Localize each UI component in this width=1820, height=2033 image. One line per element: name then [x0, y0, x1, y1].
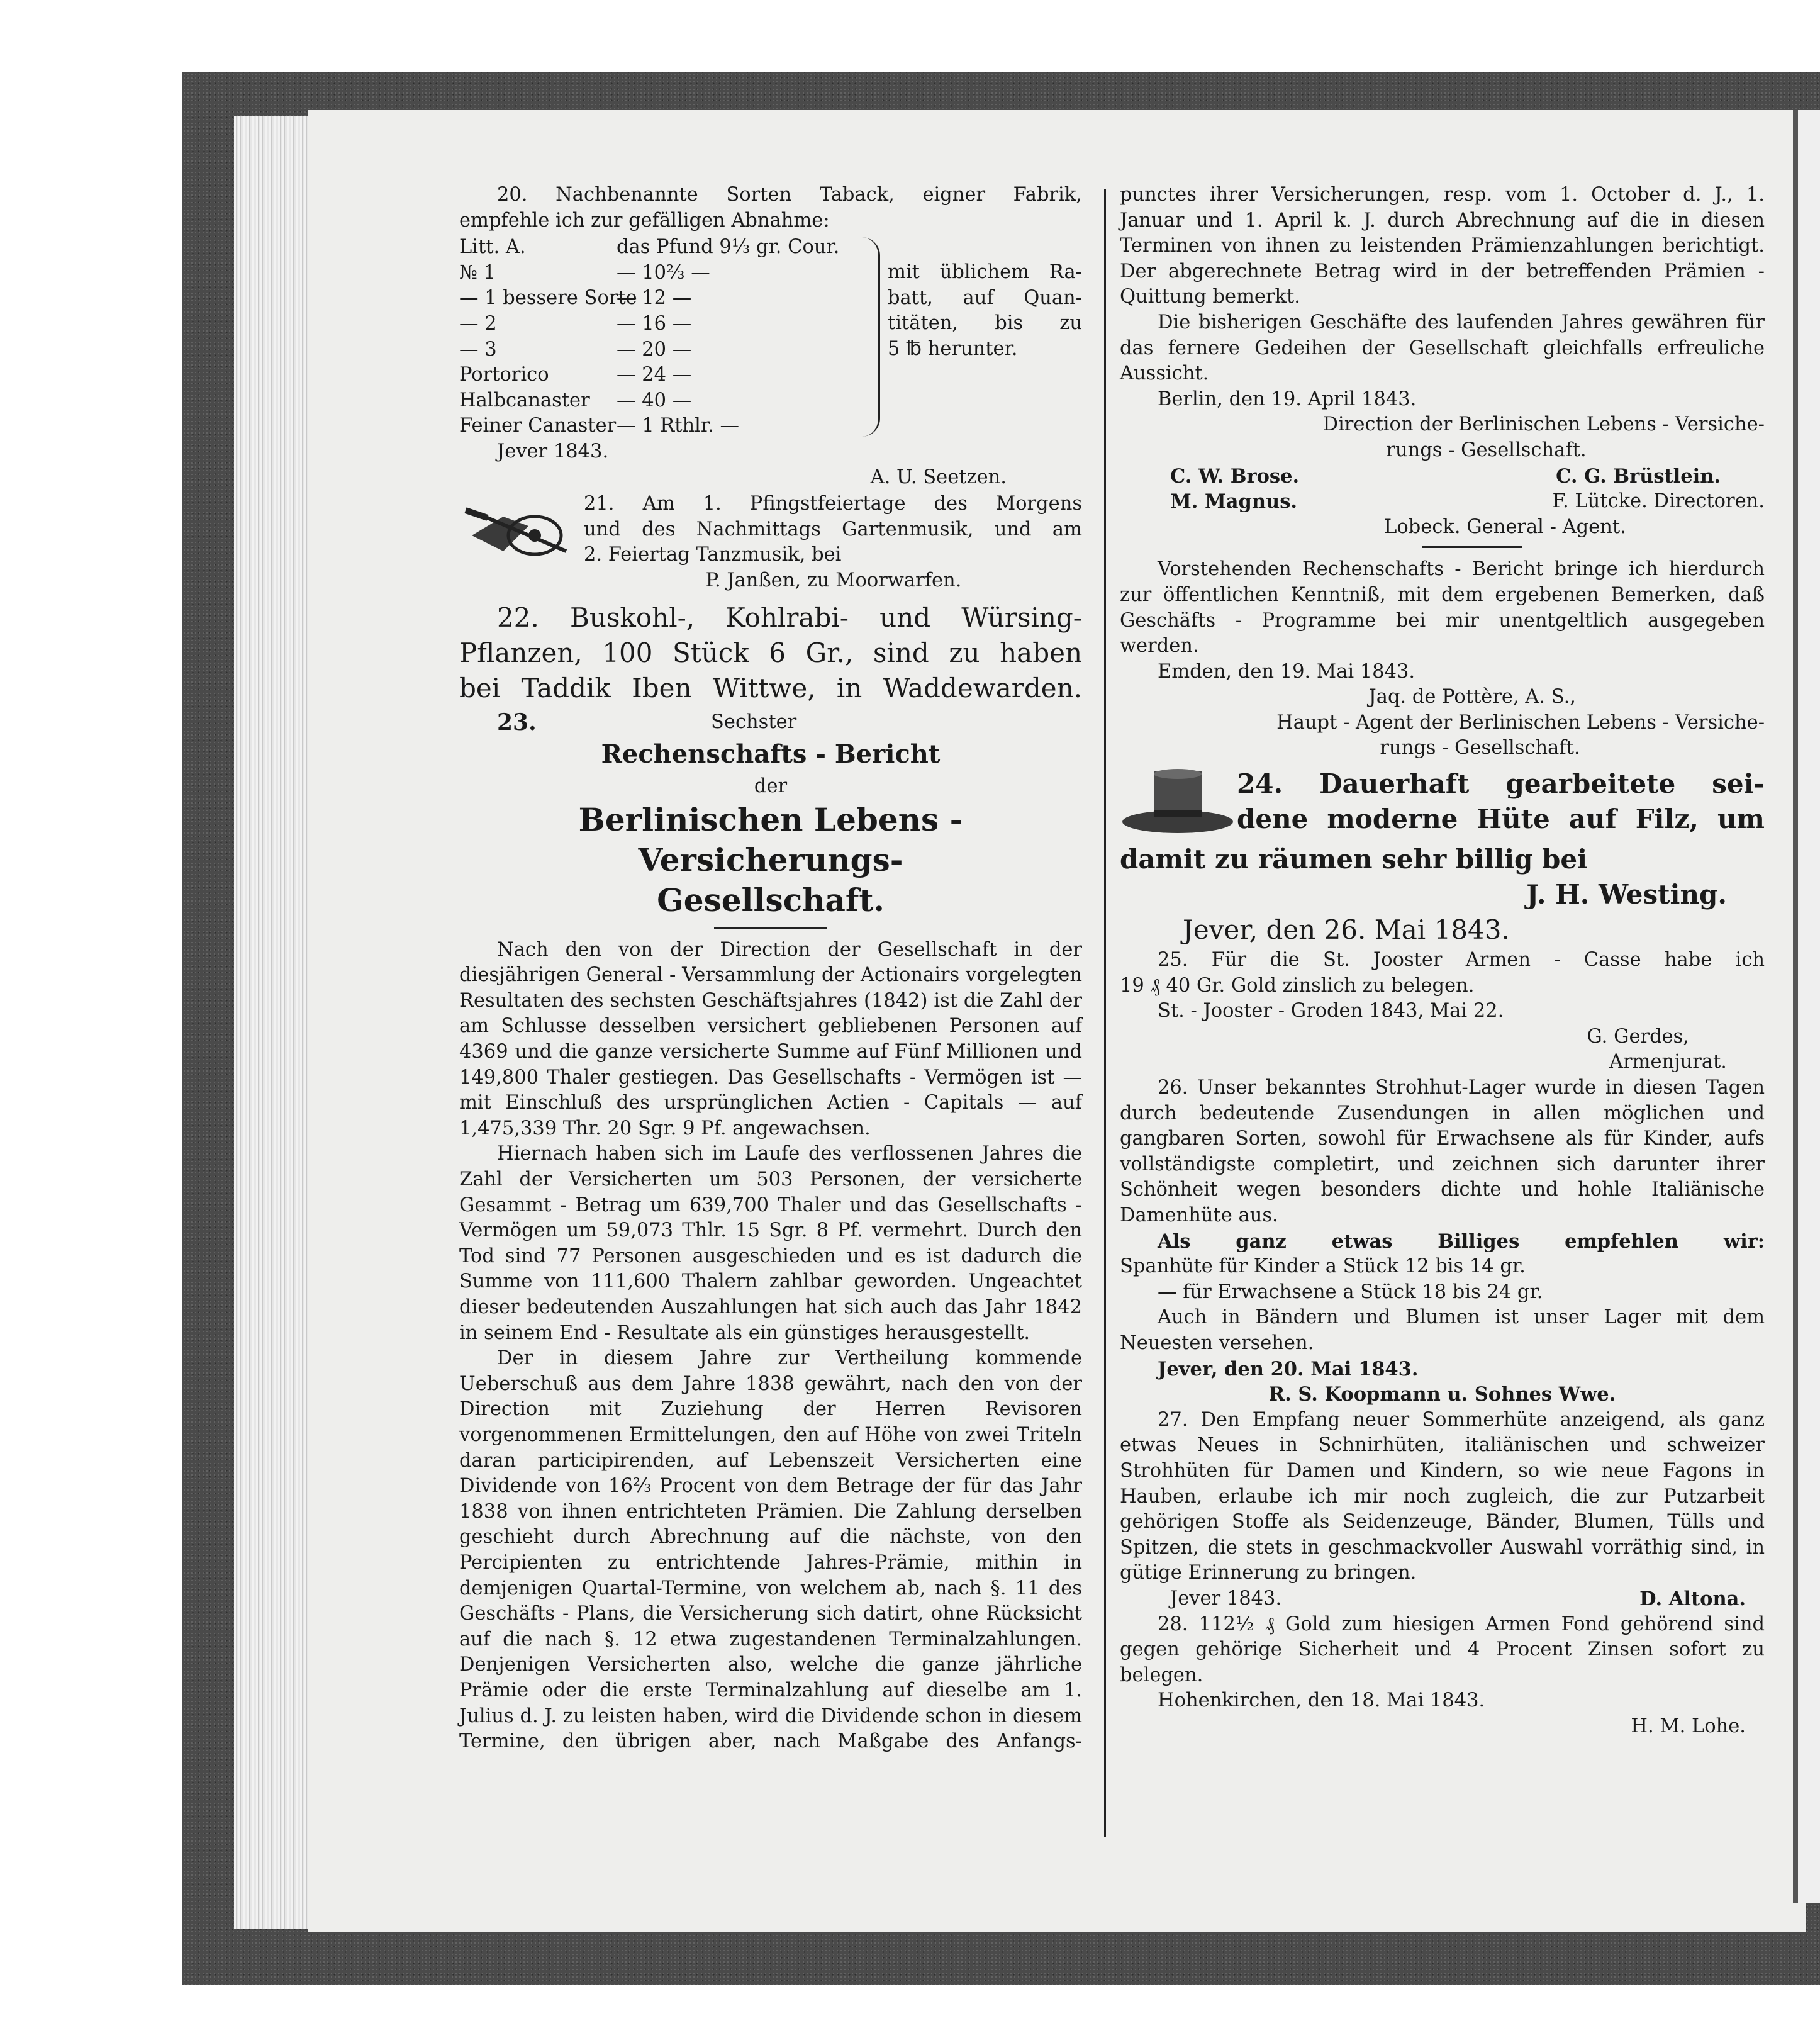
note-line: 5 ℔ herunter. — [888, 337, 1018, 360]
row-sort: — 1 bessere Sorte — [459, 287, 637, 310]
tobacco-row — [459, 362, 862, 388]
ad-20 — [459, 182, 1082, 490]
ad28-place: Hohenkirchen, den 18. Mai 1843. — [1158, 1689, 1485, 1712]
ad26-place: Jever, den 20. Mai 1843. — [1158, 1357, 1419, 1381]
ad25-place: St. - Jooster - Groden 1843, Mai 22. — [1158, 1000, 1504, 1022]
ad27-place: Jever 1843. — [1170, 1587, 1282, 1610]
name: C. G. Brüstlein. — [1556, 464, 1721, 488]
ad-28 — [1120, 1612, 1765, 1740]
ad-27 — [1120, 1408, 1765, 1612]
row-sort: № 1 — [459, 261, 496, 284]
ad-24 — [1120, 766, 1765, 948]
ad22-line3: bei Taddik Iben Wittwe, in Waddewarden. — [459, 672, 1082, 703]
ad25-line2: 19 ₰ 40 Gr. Gold zinslich zu belegen. — [1120, 974, 1475, 997]
ad24-line3: damit zu räumen sehr billig bei — [1120, 844, 1588, 875]
page-edges — [234, 116, 310, 1929]
ad20-signature: A. U. Seetzen. — [870, 466, 1007, 488]
row-price: — 24 — — [617, 364, 692, 386]
ad23-title3: Gesellschaft. — [657, 881, 885, 919]
ad24-line2: dene moderne Hüte auf Filz, um — [1237, 804, 1765, 835]
ad20-place: Jever 1843. — [497, 440, 609, 462]
ad21-line1: 21. Am 1. Pfingstfeiertage des Morgens — [584, 493, 1082, 515]
ad26-p1: 26. Unser bekanntes Strohhut-Lager wurde in diesen Tagen durch bedeutende Zusendungen in allen möglichen und gangbaren Sorten, sowohl für Erwachsene als für Kinder, aufs vollständigste completirt, und zeichnen sich darunter ihrer Schönheit wegen besonders dichte und hohle Italiänische Damenhüte aus. — [1120, 1077, 1765, 1226]
ad21-text — [584, 491, 1082, 568]
report-continuation: punctes ihrer Versicherungen, resp. vom 1. October d. J., 1. Januar und 1. April k. J. durch Abrechnung auf die in diesen Terminen von ihnen zu leistenden Prämienzahlungen berichtigt. Der abgerechnete Betrag wird in der betreffenden Prämien - Quittung bemerkt. — [1120, 184, 1765, 308]
tobacco-row — [459, 235, 862, 260]
name: M. Magnus. — [1170, 490, 1297, 513]
ad23-number: 23. — [497, 708, 537, 736]
ad21-signature: P. Janßen, zu Moorwarfen. — [705, 569, 962, 591]
row-price: — 1 Rthlr. — — [617, 415, 740, 437]
row-sort: Feiner Canaster — [459, 415, 617, 437]
ad-25 — [1120, 948, 1765, 1075]
ad-22 — [459, 600, 1082, 706]
tobacco-row — [459, 388, 862, 414]
ad22-line2: Pflanzen, 100 Stück 6 Gr., sind zu haben — [459, 637, 1082, 668]
ad26-p3: Auch in Bändern und Blumen ist unser Lager mit dem Neuesten versehen. — [1120, 1306, 1765, 1354]
divider-rule — [714, 927, 827, 929]
row-sort: Litt. A. — [459, 236, 526, 259]
ad28-p1: 28. 112½ ₰ Gold zum hiesigen Armen Fond gehörend sind gegen gehörige Sicherheit und 4 Procent Zinsen sofort zu belegen. — [1120, 1613, 1765, 1686]
emden-date: Emden, den 19. Mai 1843. — [1158, 660, 1415, 683]
ad24-body — [1120, 766, 1765, 842]
names-row2 — [1120, 489, 1765, 515]
right-column — [1120, 182, 1765, 1739]
row-price: — 10⅔ — — [617, 261, 710, 284]
note-line: mit üblichem Ra- — [888, 261, 1082, 284]
ad23-p3: Der in diesem Jahre zur Vertheilung kommende Ueberschuß aus dem Jahre 1838 gewährt, nach den von der Direction mit Zuziehung der Herren Revisoren vorgenommenen Ermittelungen, den auf Höhe von zwei Triteln daran participirenden, auf Lebenszeit Versicherten eine Dividende von 16⅔ Procent von dem Betrage der für das Jahr 1838 von ihnen entrichteten Prämien. Die Zahlung derselben geschieht durch Abrechnung auf die nächste, von den Percipienten zu entrichtende Jahres-Prämie, mithin in demjenigen Quartal-Termine, von welchem ab, nach §. 11 des Geschäfts - Plans, die Versicherung sich datirt, ohne Rücksicht auf die nach §. 12 etwa zugestandenen Terminalzahlungen. Denjenigen Versicherten also, welche die ganze jährliche Prämie oder die erste Terminalzahlung auf dieselbe am 1. Julius d. J. zu leisten haben, wird die Dividende schon in diesem Termine, den übrigen aber, nach Maßgabe des Anfangs- — [459, 1347, 1082, 1753]
report-p3: Vorstehenden Rechenschafts - Bericht bringe ich hierdurch zur öffentlichen Kenntniß, mit dem ergebenen Bemerken, daß Geschäfts - Programme bei mir unentgeltlich ausgegeben werden. — [1120, 558, 1765, 658]
tobacco-price-list — [459, 235, 1082, 439]
next-page-edge — [1793, 110, 1820, 1903]
curly-brace — [862, 237, 880, 437]
name: C. W. Brose. — [1170, 464, 1300, 488]
tobacco-row — [459, 286, 862, 311]
ad25-name: G. Gerdes, — [1587, 1025, 1689, 1048]
ad21-line2: und des Nachmittags Gartenmusik, und am — [584, 518, 1082, 540]
haupt-line1: Haupt - Agent der Berlinischen Lebens - Versiche- — [1276, 711, 1765, 734]
tobacco-row — [459, 337, 862, 363]
guitar-icon — [459, 491, 579, 567]
note-line: batt, auf Quan- — [888, 286, 1082, 309]
ad24-place: Jever, den 26. Mai 1843. — [1183, 914, 1510, 946]
column-divider — [1104, 189, 1106, 1837]
row-price: — 20 — — [617, 338, 692, 361]
ad27-name: D. Altona. — [1639, 1587, 1746, 1610]
divider-rule — [1422, 546, 1522, 548]
ad25-line1: 25. Für die St. Jooster Armen - Casse habe ich — [1158, 949, 1765, 972]
row-sort: — 2 — [459, 312, 497, 335]
ad26-p2a: Als ganz etwas Billiges empfehlen wir: — [1158, 1229, 1765, 1253]
ad21-line3: 2. Feiertag Tanzmusik, bei — [584, 544, 842, 566]
ad23-p1: Nach den von der Direction der Gesellschaft in der diesjährigen General - Versammlung der Actionairs vorgelegten Resultaten des sechsten Geschäftsjahres (1842) ist die Zahl der am Schlusse desselben versichert gebliebenen Personen auf 4369 und die ganze versicherte Summe auf Fünf Millionen und 149,800 Thaler gestiegen. Das Gesellschafts - Vermögen ist — mit Einschluß des ursprünglichen Actien - Capitals — auf 1,475,339 Thr. 20 Sgr. 9 Pf. angewachsen. — [459, 938, 1082, 1140]
ad-23 — [459, 710, 1082, 1755]
ad-26 — [1120, 1075, 1765, 1408]
haupt-line2: rungs - Gesellschaft. — [1380, 737, 1580, 759]
ad22-line1: 22. Buskohl-, Kohlrabi- und Würsing- — [497, 602, 1082, 633]
ad24-name: J. H. Westing. — [1526, 879, 1727, 910]
direction-line2: rungs - Gesellschaft. — [1386, 439, 1587, 461]
ad26-p2c: — für Erwachsene a Stück 18 bis 24 gr. — [1158, 1280, 1543, 1303]
ad26-name: R. S. Koopmann u. Sohnes Wwe. — [1268, 1383, 1616, 1406]
ad-21 — [459, 491, 1082, 593]
ad20-line1: 20. Nachbenannte Sorten Taback, eigner Fabrik, — [497, 184, 1082, 206]
tobacco-rows — [459, 235, 862, 439]
ad23-heading-row — [459, 710, 1082, 736]
name: F. Lütcke. Directoren. — [1552, 490, 1765, 513]
row-price: — 40 — — [617, 389, 692, 412]
ad28-name: H. M. Lohe. — [1631, 1715, 1746, 1737]
ad23-p2: Hiernach haben sich im Laufe des verflossenen Jahres die Zahl der Versicherten um 503 Personen, der versicherte Gesammt - Betrag um 639,700 Thaler und das Gesellschafts - Vermögen um 59,073 Thlr. 15 Sgr. 8 Pf. vermehrt. Durch den Tod sind 77 Personen ausgeschieden und es ist dadurch die Summe von 111,600 Thalern zahlbar geworden. Ungeachtet dieser bedeutenden Auszahlungen hat sich auch das Jahr 1842 in seinem End - Resultate als ein günstiges herausgestellt. — [459, 1143, 1082, 1344]
direction-line1: Direction der Berlinischen Lebens - Versiche- — [1322, 413, 1765, 436]
tobacco-row — [459, 311, 862, 337]
tobacco-row — [459, 413, 862, 439]
row-sort: Halbcanaster — [459, 389, 590, 412]
ad23-pre: Sechster — [711, 710, 797, 733]
row-price: das Pfund 9⅓ gr. Cour. — [617, 236, 840, 259]
row-sort: — 3 — [459, 338, 497, 361]
ad24-line1: 24. Dauerhaft gearbeitete sei- — [1237, 768, 1765, 800]
row-sort: Portorico — [459, 364, 549, 386]
ad21-body — [459, 491, 1082, 568]
ad23-title2: Berlinischen Lebens - Versicherungs- — [578, 800, 963, 878]
ad27-footer — [1120, 1586, 1765, 1612]
ad26-p2b: Spanhüte für Kinder a Stück 12 bis 14 gr. — [1120, 1255, 1526, 1278]
top-hat-icon — [1120, 766, 1233, 842]
ad24-text — [1237, 766, 1765, 837]
tobacco-row — [459, 260, 862, 286]
note-line: titäten, bis zu — [888, 312, 1082, 335]
tobacco-note — [888, 235, 1082, 439]
report-p2: Die bisherigen Geschäfte des laufenden Jahres gewähren für das fernere Gedeihen der Gesellschaft gleichfalls erfreuliche Aussicht. — [1120, 311, 1765, 385]
ad27-p1: 27. Den Empfang neuer Sommerhüte anzeigend, als ganz etwas Neues in Schnirhüten, italiänischen und schweizer Strohhüten für Damen und Kindern, so wie neue Fagons in Hauben, erlaube ich mir noch zugleich, die zur Putzarbeit gehörigen Stoffe als Seidenzeuge, Bänder, Blumen, Tülls und Spitzen, die stets in geschmackvoller Auswahl vorräthig sind, in gütige Erinnerung zu bringen. — [1120, 1408, 1765, 1584]
ad23-title1: Rechenschafts - Bericht — [601, 739, 941, 770]
names-row1 — [1120, 464, 1765, 490]
ad20-line2: empfehle ich zur gefälligen Abnahme: — [459, 209, 830, 232]
report-date: Berlin, den 19. April 1843. — [1158, 388, 1417, 410]
row-price: — 16 — — [617, 312, 692, 335]
left-column — [459, 182, 1082, 1755]
ad23-der: der — [754, 775, 788, 798]
general-agent: Lobeck. General - Agent. — [1384, 515, 1626, 538]
ad25-role: Armenjurat. — [1609, 1051, 1727, 1073]
row-price: — 12 — — [617, 287, 692, 310]
jaq-signature: Jaq. de Pottère, A. S., — [1368, 686, 1576, 708]
